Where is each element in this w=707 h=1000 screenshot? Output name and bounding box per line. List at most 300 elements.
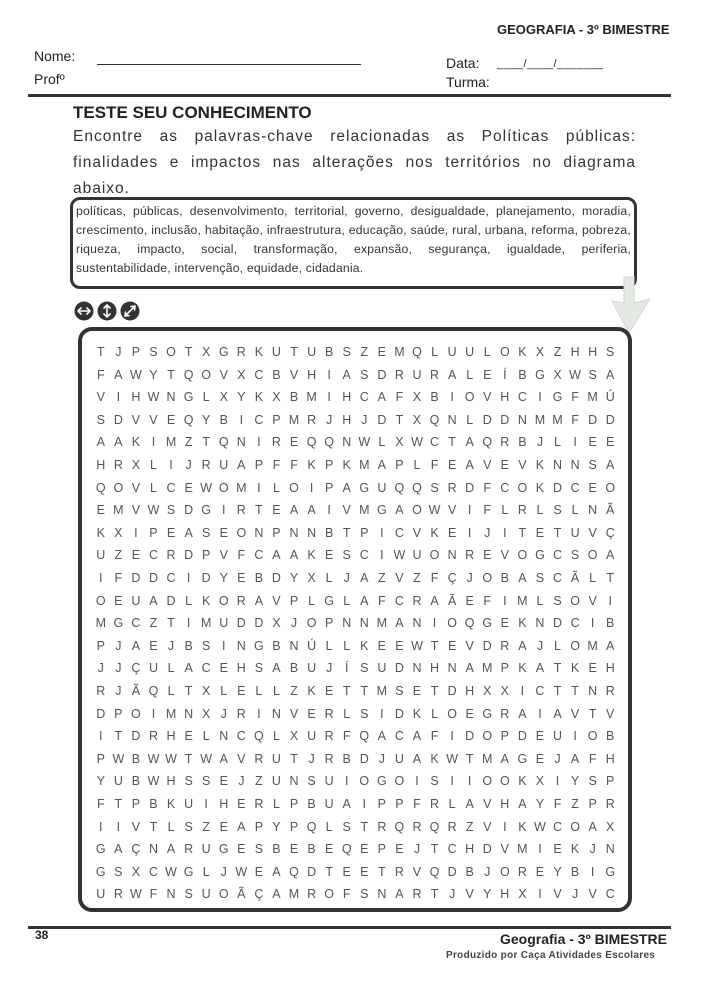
grid-cell[interactable]: E [395, 638, 404, 653]
grid-cell[interactable]: B [219, 412, 228, 427]
grid-cell[interactable]: B [324, 525, 334, 540]
grid-cell[interactable]: R [430, 367, 440, 382]
grid-cell[interactable]: J [115, 638, 122, 653]
grid-cell[interactable]: Ç [605, 525, 615, 540]
grid-cell[interactable]: W [165, 864, 177, 879]
grid-cell[interactable]: G [482, 616, 493, 631]
grid-cell[interactable]: C [394, 729, 404, 744]
grid-cell[interactable]: O [447, 706, 457, 721]
grid-cell[interactable]: R [201, 458, 211, 473]
grid-cell[interactable]: D [113, 412, 123, 427]
grid-cell[interactable]: M [95, 616, 106, 631]
grid-cell[interactable]: V [131, 503, 141, 518]
grid-cell[interactable]: N [184, 706, 194, 721]
grid-cell[interactable]: W [147, 503, 160, 518]
grid-cell[interactable]: G [482, 706, 493, 721]
grid-cell[interactable]: X [289, 729, 299, 744]
grid-cell[interactable]: J [589, 842, 596, 857]
grid-cell[interactable]: A [289, 503, 299, 518]
grid-cell[interactable]: K [131, 435, 141, 450]
grid-cell[interactable]: L [272, 684, 280, 699]
grid-cell[interactable]: Q [95, 480, 106, 495]
grid-cell[interactable]: A [272, 887, 281, 902]
grid-cell[interactable]: V [96, 390, 105, 405]
grid-cell[interactable]: G [324, 593, 334, 608]
grid-cell[interactable]: A [465, 661, 474, 676]
grid-cell[interactable]: Y [553, 864, 562, 879]
grid-cell[interactable]: Ç [131, 842, 141, 857]
grid-cell[interactable]: D [166, 593, 176, 608]
grid-cell[interactable]: G [183, 390, 194, 405]
grid-cell[interactable]: Q [324, 435, 334, 450]
grid-cell[interactable]: U [271, 774, 281, 789]
grid-cell[interactable]: E [447, 525, 457, 540]
grid-cell[interactable]: N [552, 458, 563, 473]
grid-cell[interactable]: S [570, 548, 580, 563]
grid-cell[interactable]: T [430, 684, 439, 699]
grid-cell[interactable]: G [183, 864, 194, 879]
grid-cell[interactable]: H [588, 345, 598, 360]
grid-cell[interactable]: T [255, 503, 263, 518]
grid-cell[interactable]: A [377, 729, 387, 744]
grid-cell[interactable]: S [430, 480, 439, 495]
grid-cell[interactable]: T [448, 435, 456, 450]
grid-cell[interactable]: P [395, 458, 404, 473]
grid-cell[interactable]: P [289, 819, 299, 834]
grid-cell[interactable]: I [380, 706, 384, 721]
grid-cell[interactable]: D [552, 616, 563, 631]
grid-cell[interactable]: A [114, 367, 123, 382]
grid-cell[interactable]: V [553, 887, 562, 902]
grid-cell[interactable]: F [413, 797, 421, 812]
grid-cell[interactable]: T [96, 345, 105, 360]
grid-cell[interactable]: I [467, 525, 472, 540]
grid-cell[interactable]: P [131, 345, 141, 360]
grid-cell[interactable]: V [289, 367, 299, 382]
grid-cell[interactable]: P [500, 661, 509, 676]
nome-field[interactable] [97, 64, 361, 65]
grid-cell[interactable]: X [307, 571, 316, 586]
grid-cell[interactable]: O [289, 480, 299, 495]
grid-cell[interactable]: G [552, 390, 563, 405]
grid-cell[interactable]: P [395, 797, 404, 812]
grid-cell[interactable]: R [517, 503, 527, 518]
grid-cell[interactable]: V [588, 887, 597, 902]
grid-cell[interactable]: L [150, 458, 157, 473]
grid-cell[interactable]: G [254, 638, 264, 653]
grid-cell[interactable]: S [553, 503, 562, 518]
grid-cell[interactable]: K [412, 706, 422, 721]
grid-cell[interactable]: I [327, 390, 331, 405]
grid-cell[interactable]: D [517, 729, 527, 744]
grid-cell[interactable]: I [99, 819, 103, 834]
grid-cell[interactable]: I [538, 842, 542, 857]
grid-cell[interactable]: R [412, 887, 422, 902]
grid-cell[interactable]: F [342, 887, 351, 902]
grid-cell[interactable]: E [535, 751, 545, 766]
grid-cell[interactable]: E [535, 525, 545, 540]
grid-cell[interactable]: R [236, 706, 246, 721]
grid-cell[interactable]: D [201, 571, 211, 586]
grid-cell[interactable]: I [503, 525, 507, 540]
grid-cell[interactable]: O [605, 480, 616, 495]
grid-cell[interactable]: L [220, 684, 228, 699]
grid-cell[interactable]: E [553, 842, 562, 857]
grid-cell[interactable]: B [324, 345, 334, 360]
grid-cell[interactable]: T [360, 684, 369, 699]
grid-cell[interactable]: E [324, 684, 334, 699]
grid-cell[interactable]: A [430, 593, 439, 608]
grid-cell[interactable]: E [96, 503, 105, 518]
grid-cell[interactable]: U [96, 887, 106, 902]
grid-cell[interactable]: E [114, 593, 123, 608]
grid-cell[interactable]: V [606, 706, 615, 721]
grid-cell[interactable]: P [254, 458, 264, 473]
grid-cell[interactable]: K [518, 616, 527, 631]
grid-cell[interactable]: H [307, 367, 317, 382]
grid-cell[interactable]: T [571, 684, 579, 699]
grid-cell[interactable]: B [430, 390, 439, 405]
grid-cell[interactable]: A [149, 593, 158, 608]
grid-cell[interactable]: C [236, 729, 246, 744]
grid-cell[interactable]: M [587, 390, 598, 405]
grid-cell[interactable]: X [131, 458, 141, 473]
grid-cell[interactable]: I [380, 548, 384, 563]
grid-cell[interactable]: H [465, 842, 475, 857]
grid-cell[interactable]: Y [202, 412, 211, 427]
grid-cell[interactable]: L [536, 503, 544, 518]
grid-cell[interactable]: N [447, 548, 457, 563]
grid-cell[interactable]: V [412, 864, 422, 879]
grid-cell[interactable]: F [114, 571, 123, 586]
grid-cell[interactable]: L [202, 864, 210, 879]
grid-cell[interactable]: A [500, 751, 509, 766]
grid-cell[interactable]: T [184, 751, 193, 766]
grid-cell[interactable]: J [115, 661, 122, 676]
grid-cell[interactable]: M [165, 435, 177, 450]
grid-cell[interactable]: L [466, 367, 474, 382]
grid-cell[interactable]: W [534, 819, 546, 834]
grid-cell[interactable]: Q [148, 684, 159, 699]
grid-cell[interactable]: D [377, 412, 387, 427]
grid-cell[interactable]: M [517, 842, 528, 857]
grid-cell[interactable]: Y [289, 571, 299, 586]
grid-cell[interactable]: J [97, 661, 104, 676]
grid-cell[interactable]: V [570, 706, 580, 721]
grid-cell[interactable]: L [255, 684, 263, 699]
grid-cell[interactable]: U [184, 797, 194, 812]
grid-cell[interactable]: F [290, 458, 298, 473]
grid-cell[interactable]: W [393, 548, 406, 563]
grid-cell[interactable]: G [113, 616, 124, 631]
grid-cell[interactable]: L [272, 480, 280, 495]
grid-cell[interactable]: I [467, 503, 472, 518]
grid-cell[interactable]: J [115, 684, 122, 699]
grid-cell[interactable]: H [96, 458, 106, 473]
grid-cell[interactable]: P [149, 525, 158, 540]
grid-cell[interactable]: I [222, 638, 226, 653]
grid-cell[interactable]: D [131, 571, 141, 586]
grid-cell[interactable]: F [395, 390, 404, 405]
grid-cell[interactable]: J [220, 864, 227, 879]
grid-cell[interactable]: K [518, 774, 527, 789]
grid-cell[interactable]: N [148, 842, 158, 857]
grid-cell[interactable]: I [590, 616, 595, 631]
grid-cell[interactable]: T [202, 435, 210, 450]
grid-cell[interactable]: I [116, 390, 121, 405]
grid-cell[interactable]: M [236, 480, 247, 495]
grid-cell[interactable]: S [360, 367, 369, 382]
grid-cell[interactable]: V [465, 638, 474, 653]
grid-cell[interactable]: S [184, 887, 193, 902]
grid-cell[interactable]: K [96, 525, 105, 540]
grid-cell[interactable]: L [483, 345, 491, 360]
grid-cell[interactable]: I [450, 774, 454, 789]
grid-cell[interactable]: Q [306, 819, 317, 834]
grid-cell[interactable]: T [395, 412, 404, 427]
grid-cell[interactable]: I [151, 706, 156, 721]
grid-cell[interactable]: L [343, 706, 351, 721]
grid-cell[interactable]: K [535, 480, 545, 495]
grid-cell[interactable]: G [201, 503, 212, 518]
grid-cell[interactable]: A [254, 593, 264, 608]
grid-cell[interactable]: K [518, 661, 527, 676]
grid-cell[interactable]: R [113, 458, 123, 473]
grid-cell[interactable]: Q [218, 435, 229, 450]
grid-cell[interactable]: P [377, 797, 387, 812]
grid-cell[interactable]: X [483, 684, 492, 699]
grid-cell[interactable]: K [430, 525, 439, 540]
grid-cell[interactable]: Q [183, 412, 194, 427]
grid-cell[interactable]: E [447, 638, 457, 653]
grid-cell[interactable]: I [186, 571, 191, 586]
grid-cell[interactable]: A [342, 797, 351, 812]
grid-cell[interactable]: C [430, 435, 440, 450]
grid-cell[interactable]: A [96, 435, 105, 450]
grid-cell[interactable]: H [166, 729, 176, 744]
grid-cell[interactable]: T [290, 751, 298, 766]
grid-cell[interactable]: S [430, 774, 439, 789]
grid-cell[interactable]: K [518, 819, 527, 834]
grid-cell[interactable]: X [553, 367, 562, 382]
grid-cell[interactable]: Z [360, 345, 369, 360]
grid-cell[interactable]: J [571, 887, 579, 902]
grid-cell[interactable]: Q [464, 616, 475, 631]
grid-cell[interactable]: A [518, 797, 527, 812]
grid-cell[interactable]: I [222, 503, 226, 518]
grid-cell[interactable]: Q [306, 435, 317, 450]
grid-cell[interactable]: B [465, 864, 474, 879]
grid-cell[interactable]: W [147, 751, 160, 766]
grid-cell[interactable]: A [360, 593, 369, 608]
grid-cell[interactable]: A [412, 729, 422, 744]
grid-cell[interactable]: E [342, 864, 351, 879]
grid-cell[interactable]: I [327, 367, 331, 382]
grid-cell[interactable]: G [535, 367, 545, 382]
grid-cell[interactable]: F [430, 729, 439, 744]
grid-cell[interactable]: L [202, 390, 210, 405]
grid-cell[interactable]: A [570, 751, 580, 766]
grid-cell[interactable]: R [394, 367, 404, 382]
grid-cell[interactable]: N [359, 616, 369, 631]
grid-cell[interactable]: L [167, 819, 175, 834]
grid-cell[interactable]: K [166, 797, 176, 812]
grid-cell[interactable]: B [272, 638, 281, 653]
grid-cell[interactable]: U [113, 774, 123, 789]
grid-cell[interactable]: T [430, 638, 439, 653]
grid-cell[interactable]: I [415, 774, 419, 789]
grid-cell[interactable]: F [96, 797, 105, 812]
grid-cell[interactable]: M [376, 684, 388, 699]
grid-cell[interactable]: V [342, 503, 351, 518]
grid-cell[interactable]: E [535, 864, 545, 879]
grid-cell[interactable]: N [166, 887, 176, 902]
grid-cell[interactable]: U [219, 458, 229, 473]
grid-cell[interactable]: X [272, 390, 281, 405]
grid-cell[interactable]: A [377, 390, 387, 405]
grid-cell[interactable]: N [605, 842, 615, 857]
grid-cell[interactable]: R [184, 842, 194, 857]
grid-cell[interactable]: L [448, 797, 456, 812]
grid-cell[interactable]: Q [412, 480, 422, 495]
grid-cell[interactable]: L [431, 345, 439, 360]
grid-cell[interactable]: C [254, 367, 264, 382]
grid-cell[interactable]: T [553, 525, 562, 540]
grid-cell[interactable]: E [588, 480, 597, 495]
grid-cell[interactable]: S [360, 661, 369, 676]
grid-cell[interactable]: N [447, 412, 457, 427]
grid-cell[interactable]: C [552, 571, 563, 586]
grid-cell[interactable]: J [466, 571, 473, 586]
grid-cell[interactable]: V [518, 458, 527, 473]
grid-cell[interactable]: J [343, 571, 350, 586]
grid-cell[interactable]: R [465, 548, 475, 563]
grid-cell[interactable]: X [606, 819, 615, 834]
grid-cell[interactable]: D [271, 571, 281, 586]
grid-cell[interactable]: O [464, 390, 475, 405]
grid-cell[interactable]: E [289, 842, 299, 857]
grid-cell[interactable]: A [395, 616, 404, 631]
grid-cell[interactable]: P [272, 525, 281, 540]
grid-cell[interactable]: N [412, 661, 422, 676]
grid-cell[interactable]: Y [483, 887, 492, 902]
grid-cell[interactable]: K [570, 661, 580, 676]
grid-cell[interactable]: P [360, 525, 369, 540]
grid-cell[interactable]: P [324, 616, 334, 631]
grid-cell[interactable]: Z [553, 345, 562, 360]
grid-cell[interactable]: F [378, 593, 386, 608]
grid-cell[interactable]: M [200, 616, 212, 631]
grid-cell[interactable]: E [465, 706, 474, 721]
grid-cell[interactable]: I [520, 684, 525, 699]
grid-cell[interactable]: U [307, 729, 317, 744]
grid-cell[interactable]: T [184, 684, 193, 699]
grid-cell[interactable]: Ç [447, 571, 457, 586]
grid-cell[interactable]: O [236, 525, 247, 540]
grid-cell[interactable]: J [308, 751, 315, 766]
grid-cell[interactable]: I [169, 458, 173, 473]
grid-cell[interactable]: A [606, 548, 615, 563]
grid-cell[interactable]: Q [429, 412, 440, 427]
grid-cell[interactable]: S [202, 525, 211, 540]
grid-cell[interactable]: T [465, 751, 474, 766]
grid-cell[interactable]: P [377, 842, 387, 857]
grid-cell[interactable]: G [95, 842, 106, 857]
grid-cell[interactable]: E [447, 458, 457, 473]
grid-cell[interactable]: J [185, 458, 192, 473]
grid-cell[interactable]: A [518, 638, 527, 653]
grid-cell[interactable]: L [325, 819, 333, 834]
grid-cell[interactable]: Z [184, 435, 193, 450]
grid-cell[interactable]: U [412, 367, 422, 382]
grid-cell[interactable]: S [184, 819, 193, 834]
grid-cell[interactable]: V [149, 412, 158, 427]
grid-cell[interactable]: U [324, 774, 334, 789]
grid-cell[interactable]: R [605, 797, 615, 812]
grid-cell[interactable]: O [324, 887, 334, 902]
grid-cell[interactable]: L [343, 638, 351, 653]
grid-cell[interactable]: C [166, 480, 176, 495]
grid-cell[interactable]: C [359, 548, 369, 563]
grid-cell[interactable]: Ç [131, 661, 141, 676]
grid-cell[interactable]: E [500, 616, 509, 631]
grid-cell[interactable]: U [570, 525, 580, 540]
grid-cell[interactable]: E [377, 638, 387, 653]
grid-cell[interactable]: V [289, 706, 299, 721]
grid-cell[interactable]: Q [394, 480, 405, 495]
grid-cell[interactable]: S [588, 774, 597, 789]
grid-cell[interactable]: S [342, 345, 351, 360]
grid-cell[interactable]: Z [255, 774, 263, 789]
grid-cell[interactable]: D [394, 661, 404, 676]
grid-cell[interactable]: M [288, 887, 300, 902]
grid-cell[interactable]: F [272, 458, 281, 473]
grid-cell[interactable]: O [570, 819, 580, 834]
grid-cell[interactable]: R [500, 435, 510, 450]
grid-cell[interactable]: N [588, 503, 598, 518]
grid-cell[interactable]: E [360, 864, 369, 879]
grid-cell[interactable]: A [377, 458, 387, 473]
grid-cell[interactable]: E [254, 864, 264, 879]
grid-cell[interactable]: S [588, 458, 597, 473]
grid-cell[interactable]: F [149, 887, 158, 902]
grid-cell[interactable]: M [517, 593, 528, 608]
grid-cell[interactable]: L [167, 661, 175, 676]
grid-cell[interactable]: B [570, 864, 580, 879]
grid-cell[interactable]: N [342, 616, 352, 631]
grid-cell[interactable]: U [201, 887, 211, 902]
grid-cell[interactable]: H [236, 661, 246, 676]
grid-cell[interactable]: R [254, 797, 264, 812]
grid-cell[interactable]: C [201, 661, 211, 676]
grid-cell[interactable]: U [552, 729, 563, 744]
grid-cell[interactable]: B [518, 367, 527, 382]
grid-cell[interactable]: V [131, 412, 141, 427]
grid-cell[interactable]: E [184, 729, 193, 744]
grid-cell[interactable]: A [412, 751, 422, 766]
grid-cell[interactable]: B [606, 729, 615, 744]
grid-cell[interactable]: H [500, 887, 510, 902]
grid-cell[interactable]: I [151, 435, 156, 450]
data-field[interactable]: ____/____/_______ [497, 58, 604, 70]
grid-cell[interactable]: M [306, 390, 317, 405]
grid-cell[interactable]: R [324, 729, 334, 744]
grid-cell[interactable]: C [131, 616, 141, 631]
grid-cell[interactable]: Ã [606, 503, 615, 518]
grid-cell[interactable]: R [605, 684, 615, 699]
grid-cell[interactable]: T [342, 525, 351, 540]
grid-cell[interactable]: M [113, 503, 124, 518]
